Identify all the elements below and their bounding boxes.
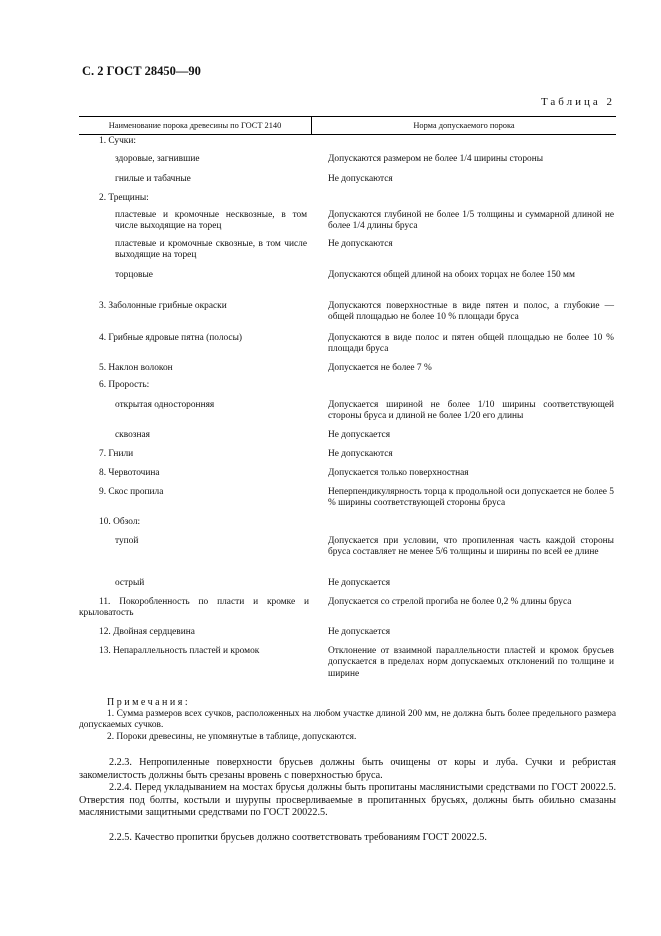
defect-norm: Отклонение от взаимной параллельности пластей и кромок брусьев допускается в пределах норм допускаемых отклонений по толщине и ширине (328, 646, 614, 679)
defect-name: сквозная (115, 430, 150, 440)
defect-norm: Допускаются общей длиной на обоих торцах не более 150 мм (328, 270, 575, 280)
defect-name: пластевые и кромочные несквозные, в том числе выходящие на торец (115, 210, 307, 232)
defect-name: 4. Грибные ядровые пятна (полосы) (99, 333, 243, 343)
defect-name: 5. Наклон волокон (99, 363, 173, 373)
defect-norm: Не допускаются (328, 174, 393, 184)
defect-name: 3. Заболонные грибные окраски (99, 301, 227, 311)
defect-name: 13. Непараллельность пластей и кромок (99, 646, 260, 656)
defect-norm: Не допускается (328, 430, 391, 440)
defect-name: 11. Покоробленность по пласти и кромке и крыловатость (79, 597, 309, 619)
defect-norm: Не допускаются (328, 449, 393, 459)
defect-name: гнилые и табачные (115, 174, 191, 184)
defect-name: тупой (115, 536, 139, 546)
defects-table (79, 116, 616, 679)
defect-norm: Допускаются глубиной не более 1/5 толщины и суммарной длиной не более 1/4 длины бруса (328, 210, 614, 232)
defect-name: 7. Гнили (99, 449, 134, 459)
defect-name: 8. Червоточина (99, 468, 160, 478)
defect-name: 6. Прорость: (99, 380, 150, 390)
page-title: С. 2 ГОСТ 28450—90 (82, 64, 201, 78)
defect-name: пластевые и кромочные сквозные, в том числе выходящие на торец (115, 239, 307, 261)
defect-norm: Допускается только поверхностная (328, 468, 469, 478)
paragraph: 2.2.3. Непропиленные поверхности брусьев должны быть очищены от коры и луба. Сучки и ребристая закомелистость должны быть срезаны вровень с поверхностью бруса. (79, 757, 616, 781)
defect-name: острый (115, 578, 145, 588)
table-header (79, 116, 616, 135)
defect-name: 9. Скос пропила (99, 487, 164, 497)
defect-norm: Допускается со стрелой прогиба не более 0,2 % длины бруса (328, 597, 572, 607)
col2-header: Норма допускаемого порока (413, 121, 515, 130)
table-label: Таблица 2 (540, 96, 615, 108)
paragraph: 2.2.4. Перед укладыванием на мостах брусья должны быть пропитаны маслянистыми средствами по ГОСТ 20022.5. Отверстия под болты, костыли и шурупы просверливаемые в пропитанных брусьях, должны быть обильно смазаны маслянистыми защитными средствами по ГОСТ 20022.5. (79, 782, 616, 818)
defect-name: 10. Обзол: (99, 517, 141, 527)
defect-norm: Не допускается (328, 627, 391, 637)
defect-norm: Допускаются в виде полос и пятен общей площадью не более 10 % площади бруса (328, 333, 614, 355)
paragraph: 2.2.5. Качество пропитки брусьев должно соответствовать требованиям ГОСТ 20022.5. (109, 832, 487, 843)
defect-norm: Допускается при условии, что пропиленная часть каждой стороны бруса составляет не менее 5/6 толщины и ширины по всей ее длине (328, 536, 614, 558)
defect-norm: Допускается не более 7 % (328, 363, 432, 373)
defect-name: 2. Трещины: (99, 193, 149, 203)
note-item: 2. Пороки древесины, не упомянутые в таблице, допускаются. (107, 732, 357, 742)
defect-name: здоровые, загнившие (115, 154, 200, 164)
defect-norm: Не допускается (328, 578, 391, 588)
defect-norm: Неперпендикулярность торца к продольной оси допускается не более 5 % ширины соответствующей стороны бруса (328, 487, 614, 509)
col1-header: Наименование порока древесины по ГОСТ 2140 (79, 117, 312, 134)
note-item: 1. Сумма размеров всех сучков, расположенных на любом участке длиной 200 мм, не должна быть более предельного размера допускаемых сучков. (79, 709, 616, 731)
defect-norm: Допускаются поверхностные в виде пятен и полос, а глубокие — общей площадью не более 10 % площади бруса (328, 301, 614, 323)
defect-norm: Не допускаются (328, 239, 393, 249)
defect-name: 1. Сучки: (99, 136, 136, 146)
defect-name: открытая односторонняя (115, 400, 215, 410)
defect-norm: Допускается шириной не более 1/10 ширины соответствующей стороны бруса и длиной не более 1/20 его длины (328, 400, 614, 422)
defect-name: 12. Двойная сердцевина (99, 627, 195, 637)
defect-norm: Допускаются размером не более 1/4 ширины стороны (328, 154, 544, 164)
defect-name: торцовые (115, 270, 153, 280)
notes-heading: Примечания: (107, 697, 191, 708)
